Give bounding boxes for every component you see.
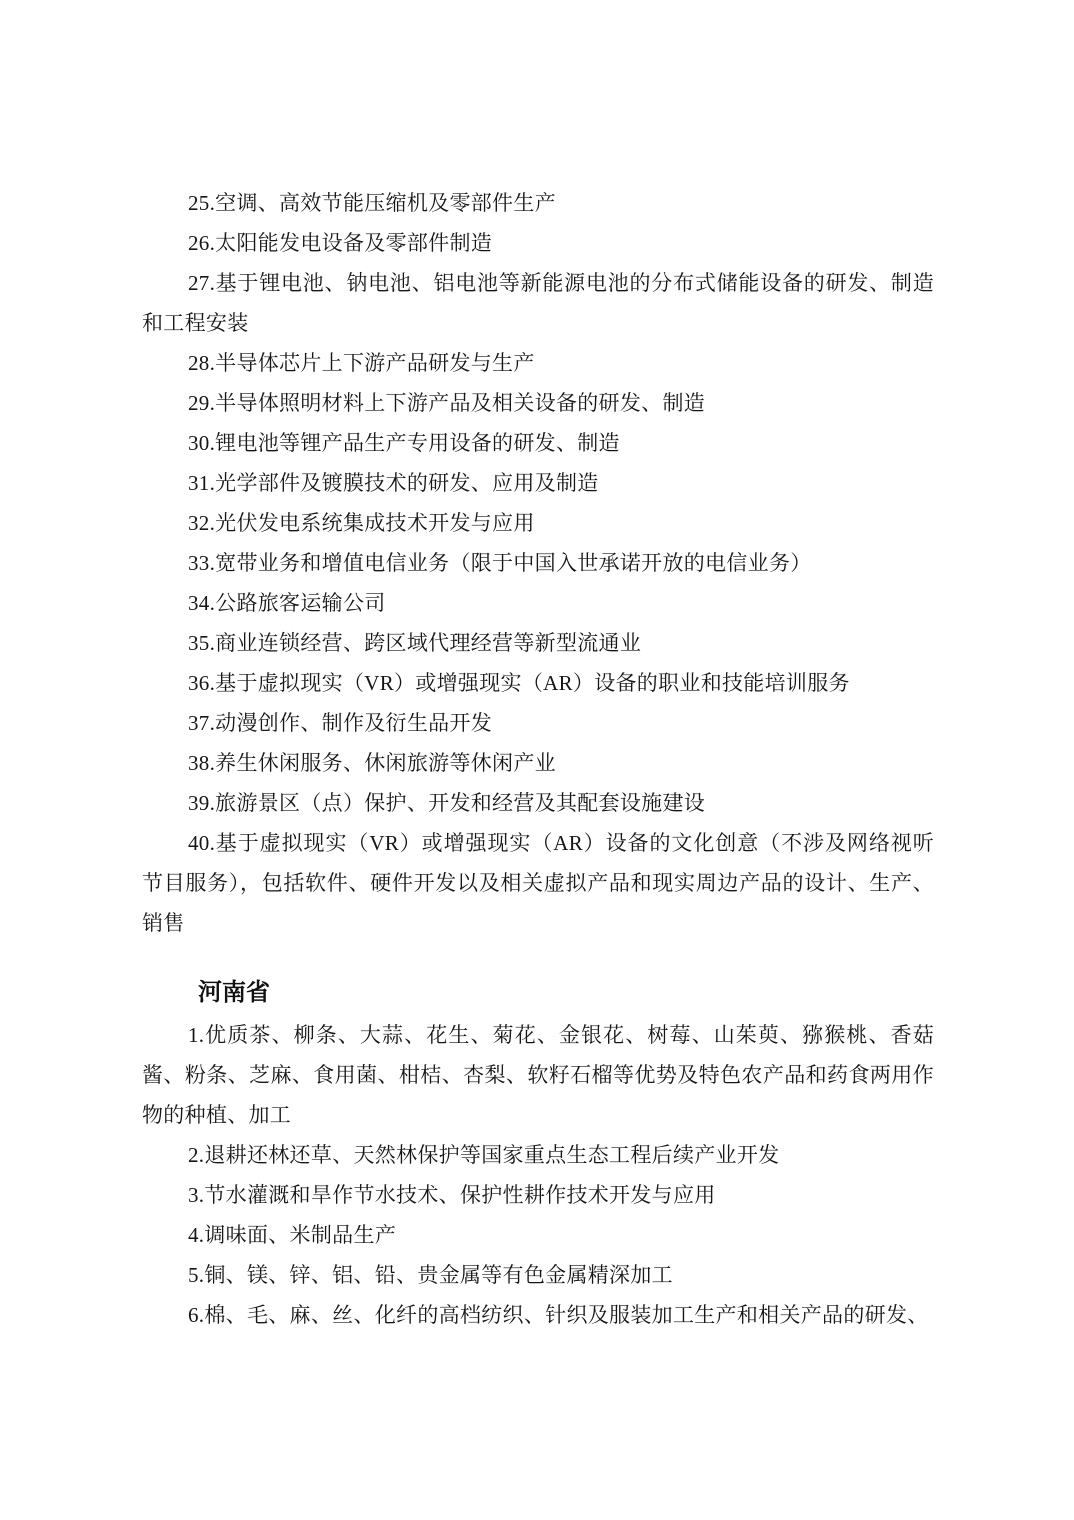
list-item: 25.空调、高效节能压缩机及零部件生产 xyxy=(188,191,556,215)
list-item: 27.基于锂电池、钠电池、铝电池等新能源电池的分布式储能设备的研发、制造和工程安装 xyxy=(142,271,934,335)
list-item: 39.旅游景区（点）保护、开发和经营及其配套设施建设 xyxy=(188,791,706,815)
list-item: 1.优质茶、柳条、大蒜、花生、菊花、金银花、树莓、山茱萸、猕猴桃、香菇酱、粉条、芝麻、食用菌、柑桔、杏梨、软籽石榴等优势及特色农产品和药食两用作物的种植、加工 xyxy=(142,1023,934,1127)
list-item: 31.光学部件及镀膜技术的研发、应用及制造 xyxy=(188,471,599,495)
section-heading-henan: 河南省 xyxy=(198,979,270,1006)
list-item: 32.光伏发电系统集成技术开发与应用 xyxy=(188,511,535,535)
list-item: 26.太阳能发电设备及零部件制造 xyxy=(188,231,493,255)
list-item: 2.退耕还林还草、天然林保护等国家重点生态工程后续产业开发 xyxy=(188,1143,780,1167)
page-content xyxy=(142,183,934,1335)
list-item: 36.基于虚拟现实（VR）或增强现实（AR）设备的职业和技能培训服务 xyxy=(188,671,850,695)
list-item: 29.半导体照明材料上下游产品及相关设备的研发、制造 xyxy=(188,391,706,415)
list-item: 28.半导体芯片上下游产品研发与生产 xyxy=(188,351,535,375)
list-item: 38.养生休闲服务、休闲旅游等休闲产业 xyxy=(188,751,556,775)
list-item: 37.动漫创作、制作及衍生品开发 xyxy=(188,711,493,735)
list-item: 34.公路旅客运输公司 xyxy=(188,591,386,615)
list-item: 5.铜、镁、锌、铝、铅、贵金属等有色金属精深加工 xyxy=(188,1263,673,1287)
list-item: 40.基于虚拟现实（VR）或增强现实（AR）设备的文化创意（不涉及网络视听节目服务），包括软件、硬件开发以及相关虚拟产品和现实周边产品的设计、生产、销售 xyxy=(142,831,934,935)
list-item: 33.宽带业务和增值电信业务（限于中国入世承诺开放的电信业务） xyxy=(188,551,812,575)
list-item: 35.商业连锁经营、跨区域代理经营等新型流通业 xyxy=(188,631,642,655)
list-item: 4.调味面、米制品生产 xyxy=(188,1223,397,1247)
list-item: 3.节水灌溉和旱作节水技术、保护性耕作技术开发与应用 xyxy=(188,1183,716,1207)
list-item: 6.棉、毛、麻、丝、化纤的高档纺织、针织及服装加工生产和相关产品的研发、 xyxy=(188,1303,929,1327)
list-item: 30.锂电池等锂产品生产专用设备的研发、制造 xyxy=(188,431,620,455)
